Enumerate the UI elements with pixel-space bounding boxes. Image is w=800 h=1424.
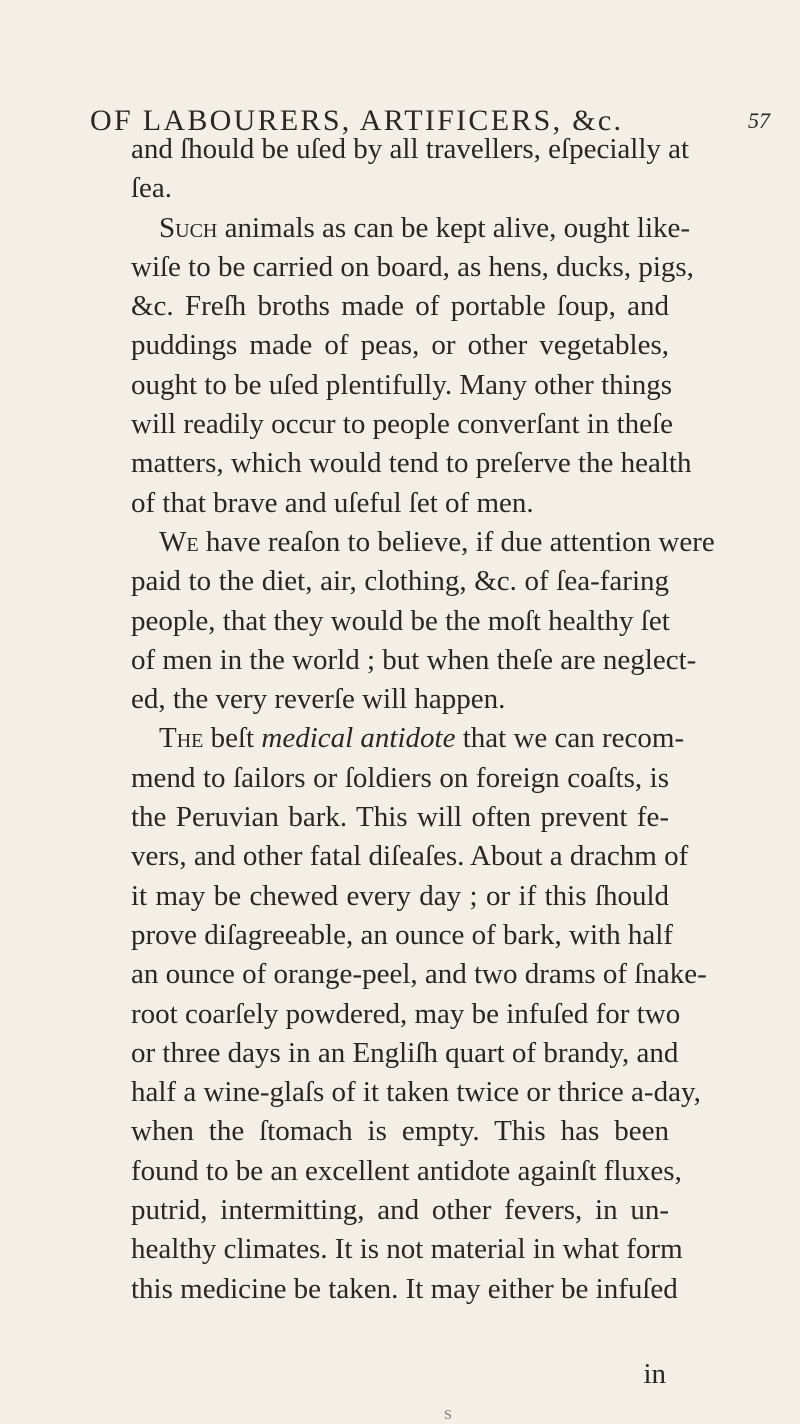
lead-word: Such <box>159 211 218 244</box>
signature-mark: S <box>444 1408 452 1423</box>
text-line: and ſhould be uſed by all travellers, eſpecially at <box>131 133 690 165</box>
text-line: half a wine-glaſs of it taken twice or thrice a-day, <box>131 1076 701 1109</box>
catchword: in <box>643 1358 666 1390</box>
text-line: matters, which would tend to preſerve the health <box>131 447 692 480</box>
text-line: of that brave and uſeful ſet of men. <box>131 486 534 519</box>
text-line: it may be chewed every day ; or if this ſhould <box>131 879 669 912</box>
lead-word: We <box>159 525 199 558</box>
text-line: Such animals as can be kept alive, ought like- <box>159 211 691 244</box>
page-number: 57 <box>748 108 770 133</box>
body-text <box>131 130 715 1309</box>
text-line: putrid, intermitting, and other fevers, in un- <box>131 1194 669 1227</box>
text-line: when the ſtomach is empty. This has been <box>131 1115 669 1148</box>
text-line: root coarſely powdered, may be infuſed for two <box>131 997 681 1030</box>
text-line: prove diſagreeable, an ounce of bark, with half <box>131 918 673 951</box>
text-line: or three days in an Engliſh quart of brandy, and <box>131 1036 679 1069</box>
text-line: The beſt medical antidote that we can recom- <box>159 722 685 755</box>
text-line: We have reaſon to believe, if due attention were <box>159 525 715 558</box>
text-line: an ounce of orange-peel, and two drams of ſnake- <box>131 958 707 991</box>
text-line: ought to be uſed plentifully. Many other things <box>131 368 672 401</box>
lead-word: The <box>159 722 204 755</box>
text-line: &c. Freſh broths made of portable ſoup, and <box>131 290 669 323</box>
text-line: this medicine be taken. It may either be infuſed <box>131 1272 678 1305</box>
italic-phrase: medical antidote <box>261 722 456 755</box>
text-line: ſea. <box>131 172 173 205</box>
text-line: will readily occur to people converſant in theſe <box>131 408 673 441</box>
text-line: mend to ſailors or ſoldiers on foreign coaſts, is <box>131 761 669 794</box>
running-head: OF LABOURERS, ARTIFICERS, &c. <box>90 104 624 137</box>
text-line: healthy climates. It is not material in what form <box>131 1233 683 1266</box>
text-line: vers, and other fatal diſeaſes. About a drachm of <box>131 840 689 873</box>
text-line: the Peruvian bark. This will often prevent fe- <box>131 801 669 834</box>
text-line: paid to the diet, air, clothing, &c. of ſea-faring <box>131 565 669 598</box>
text-line: ed, the very reverſe will happen. <box>131 683 506 716</box>
text-line: of men in the world ; but when theſe are neglect- <box>131 643 697 676</box>
text-line: puddings made of peas, or other vegetables, <box>131 329 669 362</box>
text-line: people, that they would be the moſt healthy ſet <box>131 604 670 637</box>
text-line: wiſe to be carried on board, as hens, ducks, pigs, <box>131 250 694 283</box>
text-line: found to be an excellent antidote againſt fluxes, <box>131 1154 682 1187</box>
